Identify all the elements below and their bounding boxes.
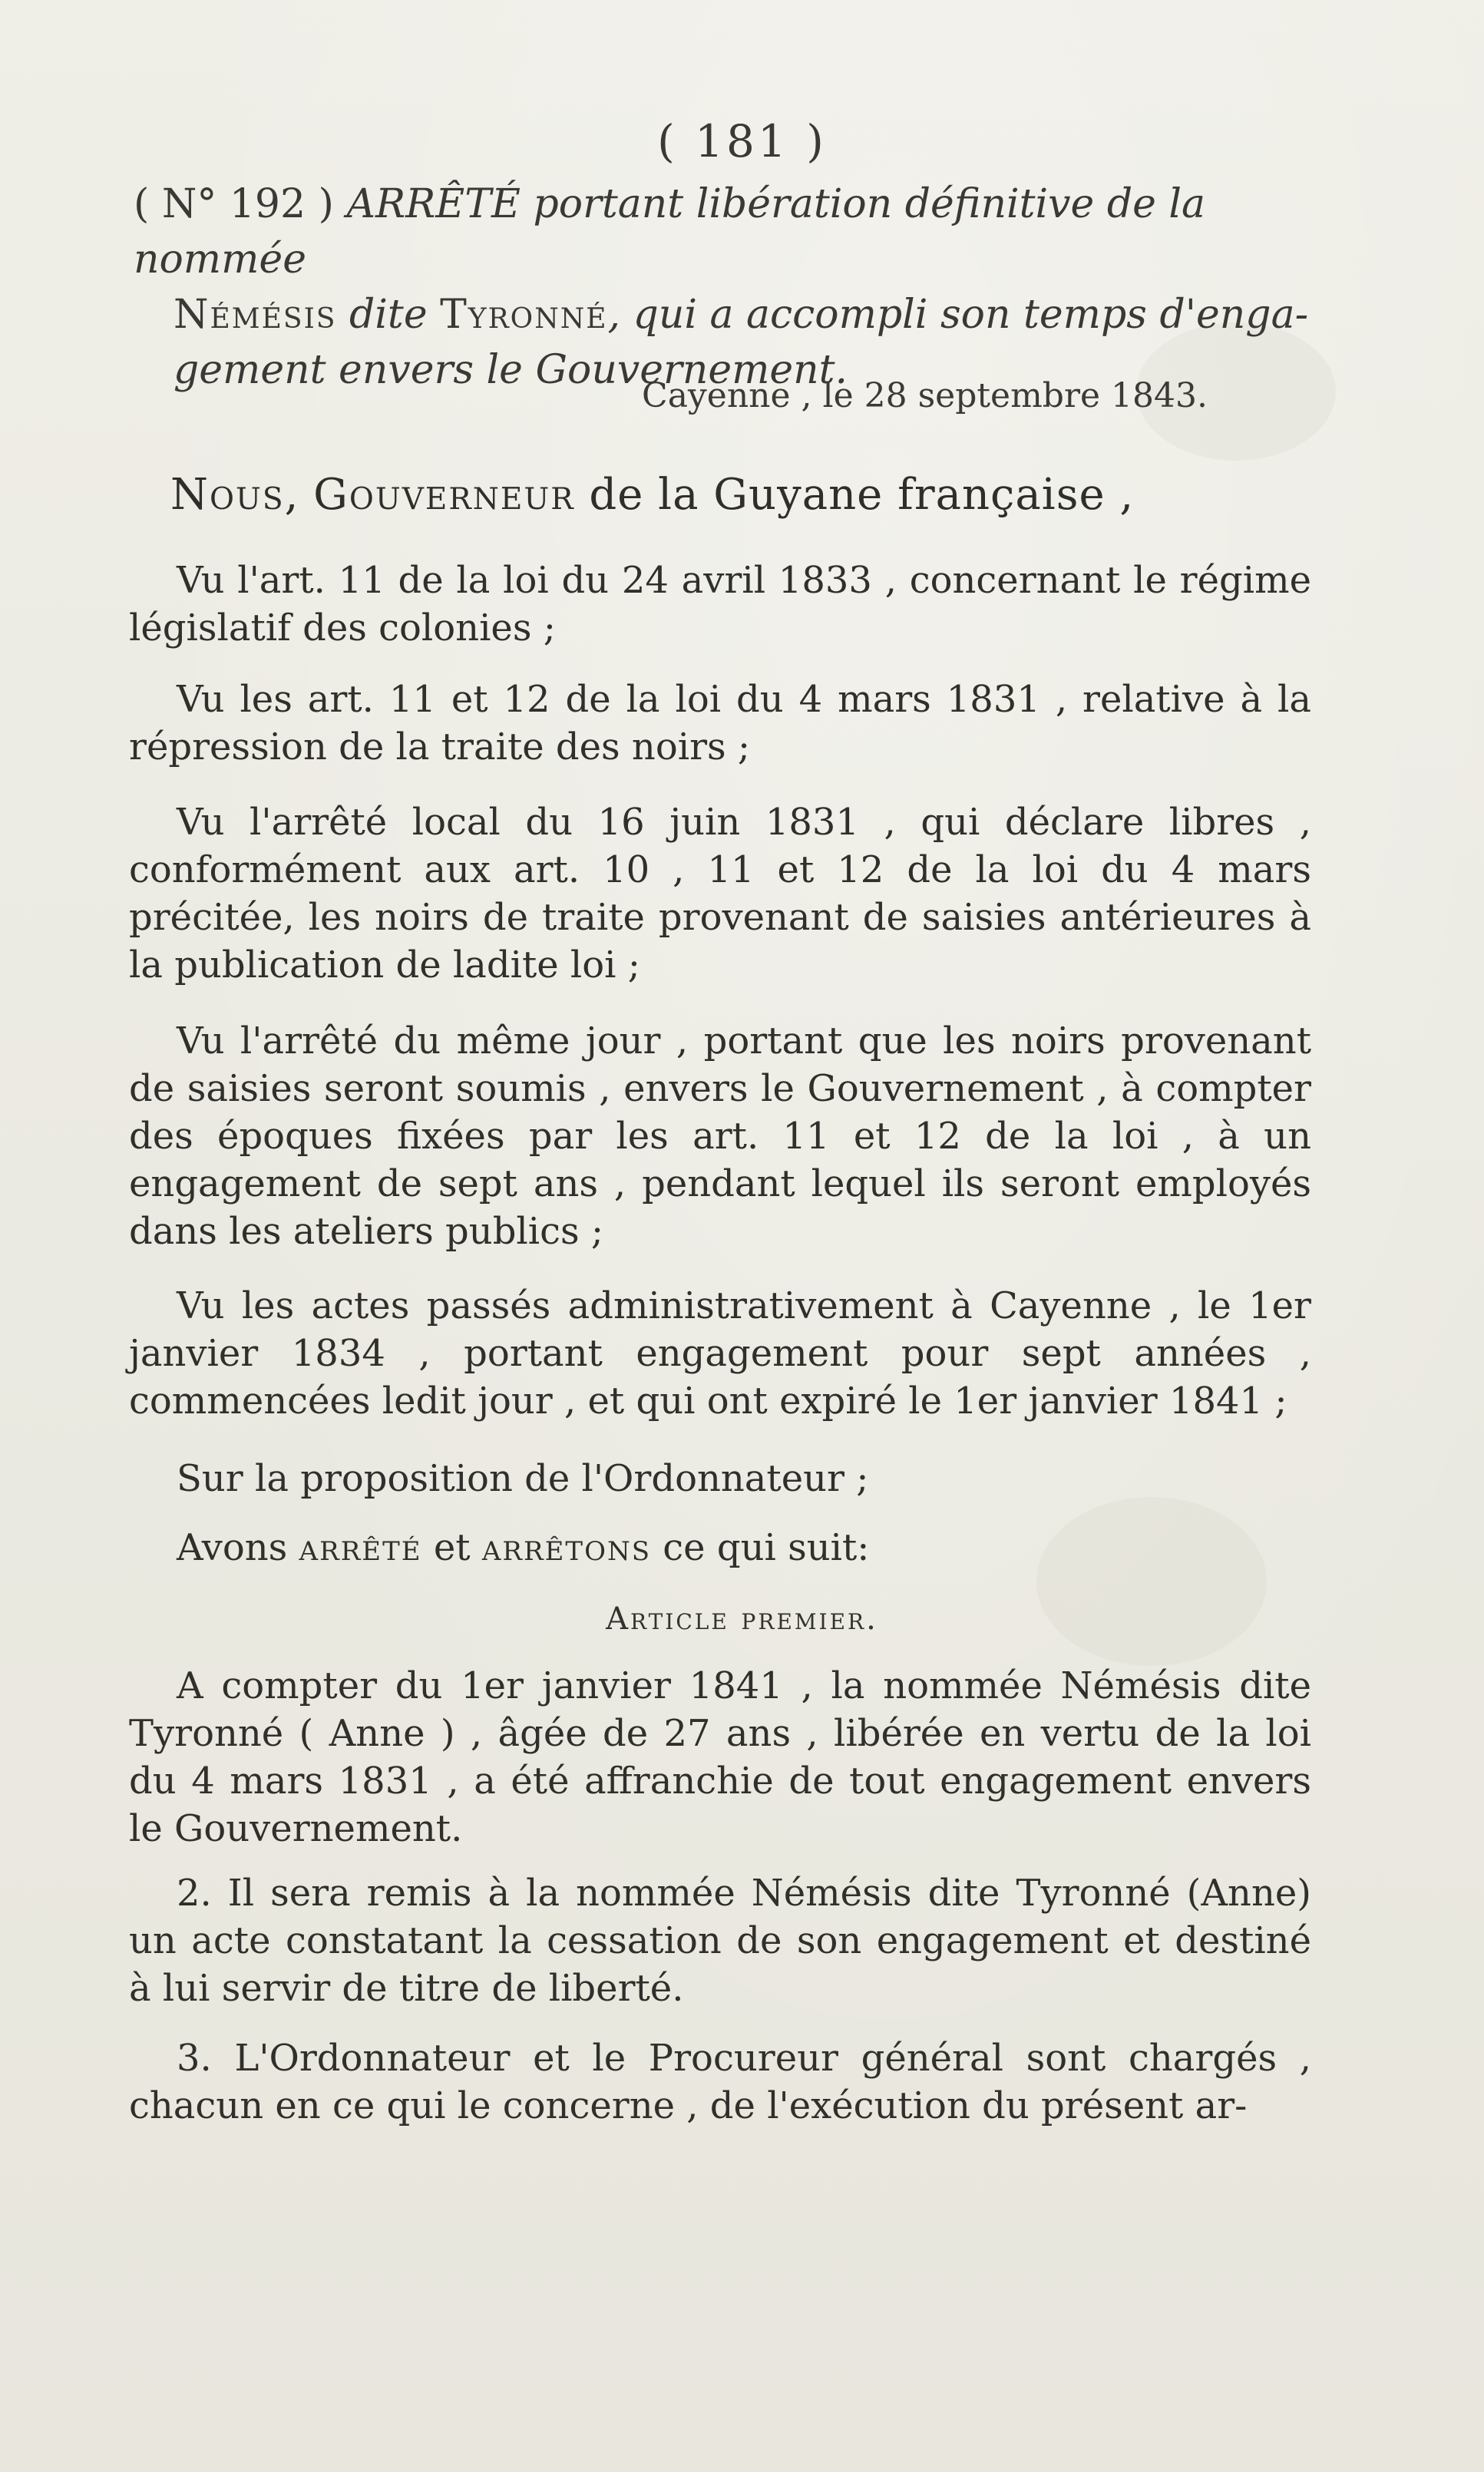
person-alias: Tyronné <box>440 292 608 338</box>
dite-word: dite <box>349 292 428 338</box>
heading-line-3: gement envers le Gouvernement. <box>174 347 848 393</box>
dateline: Cayenne , le 28 septembre 1843. <box>642 376 1208 415</box>
page-number: ( 181 ) <box>657 115 827 167</box>
arrete-word: arrêté <box>299 1526 422 1569</box>
decree-heading <box>134 177 1316 398</box>
paragraph-text: Vu les actes passés administrativement à Cayenne , le 1er janvier 1834 , portant engagement pour sept années , commencées ledit jour , et qui ont expiré le 1er janvier 1841 ; <box>129 1284 1311 1423</box>
et-word: et <box>433 1526 471 1569</box>
gouverneur-word: Gouverneur <box>313 470 575 520</box>
nous-line: Nous, Gouverneur de la Guyane française , <box>170 470 1135 520</box>
article-text: A compter du 1er janvier 1841 , la nommée Némésis dite Tyronné ( Anne ) , âgée de 27 ans , libérée en vertu de la loi du 4 mars 1831 , a été affranchie de tout engagement envers le Gouvernement. <box>129 1664 1311 1850</box>
article-text: 2. Il sera remis à la nommée Némésis dite Tyronné (Anne) un acte constatant la cessation de son engagement et destiné à lui servir de titre de liberté. <box>129 1872 1311 2010</box>
paragraph <box>129 1017 1311 1255</box>
paragraph <box>129 798 1311 989</box>
paragraph <box>129 557 1311 652</box>
paragraph <box>129 1282 1311 1425</box>
person-name: Némésis <box>174 292 337 338</box>
article-title: Article premier. <box>606 1601 878 1637</box>
avons-word: Avons <box>177 1526 288 1569</box>
avons-line <box>129 1524 1311 1571</box>
paragraph-text: Vu les art. 11 et 12 de la loi du 4 mars 1831 , relative à la répression de la traite des noirs ; <box>129 678 1311 768</box>
paper-stain <box>1036 1497 1267 1666</box>
heading-line-2 <box>134 287 1316 342</box>
paragraph <box>129 676 1311 771</box>
paragraph <box>129 1455 1311 1502</box>
decree-title-cont: , qui a accompli son temps d'enga- <box>607 292 1309 338</box>
article-paragraph <box>129 1869 1311 2012</box>
article-paragraph <box>129 1662 1311 1852</box>
decree-title: ARRÊTÉ portant libération définitive de la nommée <box>134 181 1206 283</box>
nous-word: Nous <box>170 470 285 520</box>
article-text: 3. L'Ordonnateur et le Procureur général sont chargés , chacun en ce qui le concerne , de l'exécution du présent ar- <box>129 2037 1311 2127</box>
nous-rest: de la Guyane française , <box>589 470 1135 520</box>
paragraph-text: Vu l'art. 11 de la loi du 24 avril 1833 , concernant le régime législatif des colonies ; <box>129 559 1311 649</box>
arretons-word: arrêtons <box>481 1526 652 1569</box>
decree-number: ( N° 192 ) <box>134 181 334 227</box>
article-paragraph <box>129 2034 1311 2130</box>
paragraph-text: Vu l'arrêté du même jour , portant que les noirs provenant de saisies seront soumis , envers le Gouvernement , à compter des époques fixées par les art. 11 et 12 de la loi , à un engagement de sept ans , pendant lequel ils seront employés dans les ateliers publics ; <box>129 1020 1311 1253</box>
heading-line-1 <box>134 177 1316 287</box>
paragraph-text: Sur la proposition de l'Ordonnateur ; <box>177 1457 869 1500</box>
paragraph-text: Vu l'arrêté local du 16 juin 1831 , qui déclare libres , conformément aux art. 10 , 11 et 12 de la loi du 4 mars précitée, les noirs de traite provenant de saisies antérieures à la publication de ladite loi ; <box>129 801 1311 986</box>
avons-end: ce qui suit: <box>663 1526 870 1569</box>
